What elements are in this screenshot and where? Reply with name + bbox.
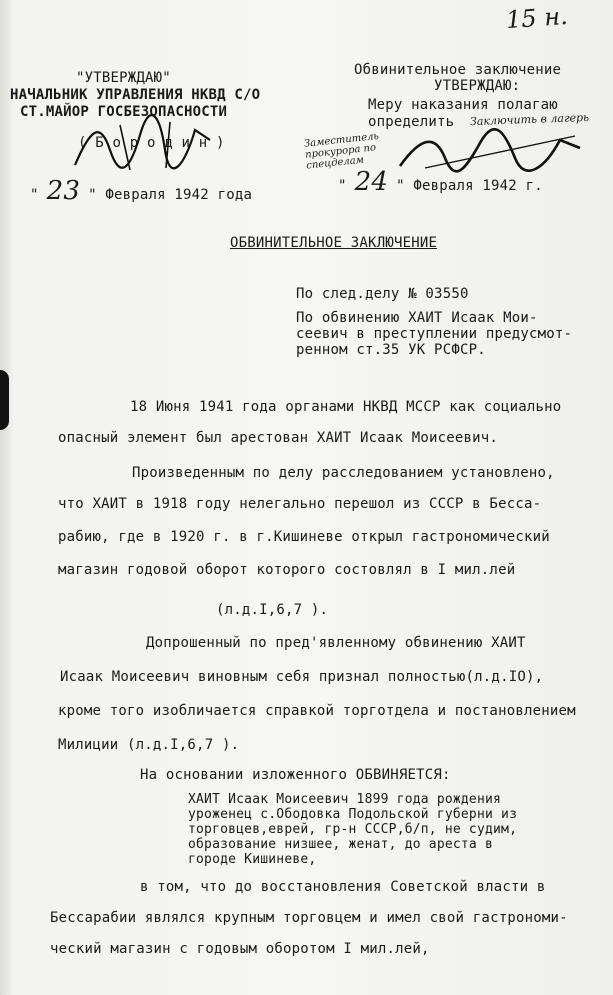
final-line: ческий магазин с годовым оборотом I мил.лей,	[50, 941, 430, 957]
left-approved-label: "УТВЕРЖДАЮ"	[76, 70, 171, 86]
right-approved-label: УТВЕРЖДАЮ:	[434, 78, 521, 94]
accused-line: торговцев,еврей, гр-н СССР,б/п, не судим,	[188, 822, 518, 837]
right-line1: Меру наказания полагаю	[368, 97, 558, 113]
body-line: Произведенным по делу расследованием установлено,	[132, 465, 555, 481]
body-line: Допрошенный по пред'явленному обвинению ХАИТ	[146, 635, 526, 651]
archive-number: 15 н.	[505, 1, 569, 35]
accused-line: ХАИТ Исаак Моисеевич 1899 года рождения	[188, 792, 502, 807]
left-date-day: 23	[46, 176, 81, 206]
document-title: ОБВИНИТЕЛЬНОЕ ЗАКЛЮЧЕНИЕ	[230, 235, 438, 251]
body-line: что ХАИТ в 1918 году нелегально перешол из СССР в Бесса-	[58, 496, 542, 512]
right-handwritten-note: Заместитель прокурора по спецделам	[303, 130, 380, 172]
left-date: " 23 " Февраля 1942 года	[30, 176, 253, 206]
case-charge-line1: По обвинению ХАИТ Исаак Мои-	[296, 310, 538, 326]
body-line: (л.д.I,6,7 ).	[216, 602, 329, 618]
body-line: магазин годовой оборот которого состовлял в I мил.лей	[58, 562, 516, 578]
case-number: По след.делу № 03550	[296, 286, 469, 302]
left-position-line2: СТ.МАЙОР ГОСБЕЗОПАСНОСТИ	[20, 104, 228, 120]
body-line: Милиции (л.д.I,6,7 ).	[58, 737, 240, 753]
right-date-rest: Февраля 1942 г.	[413, 178, 543, 194]
left-date-rest: Февраля 1942 года	[105, 187, 253, 203]
accused-line: городе Кишиневе,	[188, 852, 317, 867]
accused-line: образование низшее, женат, до ареста в	[188, 837, 494, 852]
left-position-line1: НАЧАЛЬНИК УПРАВЛЕНИЯ НКВД С/О	[10, 87, 261, 103]
body-line: опасный элемент был арестован ХАИТ Исаак Моисеевич.	[58, 430, 499, 446]
page-edge-shadow	[0, 370, 9, 430]
left-signature-icon	[70, 110, 220, 180]
body-line: кроме того изобличается справкой торготдела и постановлением	[58, 703, 576, 719]
final-line: Бессарабии являлся крупным торговцем и имел свой гастрономи-	[50, 910, 568, 926]
accused-line: уроженец с.Ободовка Подольской губерни из	[188, 807, 518, 822]
left-signer-name: ( Б о р о д и н )	[78, 135, 225, 151]
case-charge-line2: сеевич в преступлении предусмот-	[296, 326, 573, 342]
final-line: в том, что до восстановления Советской власти в	[140, 879, 546, 895]
right-handwritten-sentence: Заключить в лагерь	[469, 110, 590, 129]
body-line: На основании изложенного ОБВИНЯЕТСЯ:	[140, 767, 451, 783]
right-line2: определить	[368, 114, 455, 130]
case-charge-line3: ренном ст.35 УК РСФСР.	[296, 342, 486, 358]
body-line: 18 Июня 1941 года органами НКВД МССР как социально	[130, 399, 562, 415]
body-line: рабию, где в 1920 г. в г.Кишиневе открыл гастрономический	[58, 529, 550, 545]
right-date: " 24 " Февраля 1942 г.	[338, 167, 543, 197]
right-title: Обвинительное заключение	[354, 62, 562, 78]
right-date-day: 24	[354, 167, 389, 197]
body-line: Исаак Моисеевич виновным себя признал полностью(л.д.IO),	[60, 669, 544, 685]
